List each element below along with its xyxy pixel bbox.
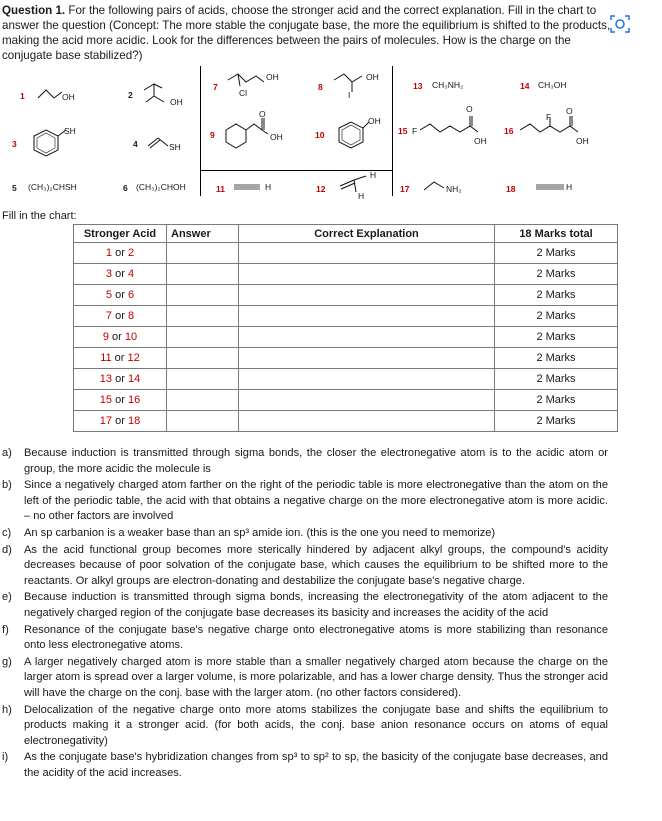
table-row (74, 411, 618, 432)
explanation-cell[interactable] (239, 390, 495, 411)
explanation-item: a) Because induction is transmitted through sigma bonds, the closer the electronegative atom is to the acidic atom or group, the more acidic the molecule is (2, 447, 608, 475)
marks-cell: 2 Marks (495, 264, 618, 285)
molecule-number: 13 (413, 81, 423, 91)
molecule-number: 14 (520, 81, 530, 91)
molecule-number: 12 (316, 184, 326, 194)
molecule-number: 15 (398, 126, 408, 136)
answer-cell[interactable] (167, 390, 239, 411)
divider (200, 170, 392, 171)
molecule-label: OH (170, 97, 183, 107)
molecule-label: OH (270, 132, 283, 142)
molecule-number: 10 (315, 130, 325, 140)
question-text (2, 3, 614, 63)
molecule-1 (36, 84, 86, 104)
pair-cell: 11 or 12 (74, 348, 167, 369)
answer-chart (73, 224, 618, 432)
explanation-item: i) As the conjugate base's hybridization changes from sp³ to sp² to sp, the basicity of the conjugate base decreases, and the acidity of the acid increases. (2, 751, 608, 779)
pair-cell: 1 or 2 (74, 243, 167, 264)
molecule-9 (222, 108, 282, 148)
table-row (74, 285, 618, 306)
explanation-item: b) Since a negatively charged atom farther on the right of the periodic table is more electronegative than the atom on the left of the periodic table, the acid with that obtains a negative charge on the more electronegative atom is more acidic. – no other factors are involved (2, 479, 608, 523)
explanation-item: h) Delocalization of the negative charge onto more atoms stabilizes the conjugate base and shifts the equilibrium to products making it a stronger acid. (for both acids, the conj. base anion resonance occurs on atoms of equal electronegativity) (2, 703, 608, 747)
question-label: Question 1. (2, 4, 66, 17)
molecule-sub-label: O (566, 106, 573, 116)
table-row (74, 243, 618, 264)
question-body: For the following pairs of acids, choose the stronger acid and the correct explanation. Fill in the chart to answer the question (Concept: The more stable the conjugate base, the more the equilibrium is shifted to the products, making the acid more acidic. Look for the differences between the pairs of molecules. How is the charge on the conjugate base stabilized?) (2, 4, 611, 62)
marks-cell: 2 Marks (495, 369, 618, 390)
answer-cell[interactable] (167, 369, 239, 390)
explanation-item: f) Resonance of the conjugate base's negative charge onto electronegative atoms is more stabilizing than resonance onto less electronegative atoms. (2, 623, 608, 652)
molecule-18 (534, 183, 568, 191)
molecule-prefix: F (546, 112, 552, 122)
marks-cell: 2 Marks (495, 243, 618, 264)
molecule-12 (338, 174, 374, 198)
table-header-row (74, 225, 618, 243)
header-answer: Answer (167, 225, 239, 243)
answer-cell[interactable] (167, 327, 239, 348)
molecule-label: H (566, 182, 573, 192)
marks-cell: 2 Marks (495, 390, 618, 411)
header-stronger-acid: Stronger Acid (74, 225, 167, 243)
molecule-15 (418, 114, 482, 142)
answer-cell[interactable] (167, 285, 239, 306)
molecule-number: 6 (123, 183, 128, 193)
marks-cell: 2 Marks (495, 285, 618, 306)
molecule-label: (CH₃)₂CHOH (136, 182, 186, 192)
explanation-list (2, 446, 608, 782)
molecule-number: 8 (318, 82, 323, 92)
divider (392, 66, 393, 196)
explanation-item: d) As the acid functional group becomes more sterically hindered by adjacent alkyl groups, the compound's acidity decreases because of poor solvation of the conjugate base, which causes the equilibrium to be shifted more to the reactants. Or alkyl groups are electron-donating and destabilize the conjugate base's negative charge. (2, 543, 608, 587)
divider (200, 66, 201, 196)
molecule-label: CH₃OH (538, 80, 567, 90)
table-row (74, 390, 618, 411)
explanation-cell[interactable] (239, 327, 495, 348)
molecule-number: 11 (216, 184, 225, 194)
molecule-label: H (370, 170, 377, 180)
molecule-number: 9 (210, 130, 215, 140)
explanation-cell[interactable] (239, 411, 495, 432)
pair-cell: 17 or 18 (74, 411, 167, 432)
answer-cell[interactable] (167, 243, 239, 264)
molecule-sub-label: O (259, 109, 266, 119)
molecule-label: SH (64, 126, 76, 136)
molecule-prefix: F (412, 126, 418, 136)
molecule-number: 3 (12, 139, 17, 149)
molecule-label: OH (366, 72, 379, 82)
marks-cell: 2 Marks (495, 306, 618, 327)
molecule-panel (0, 66, 662, 201)
molecule-number: 1 (20, 91, 25, 101)
marks-cell: 2 Marks (495, 411, 618, 432)
molecule-label: SH (169, 142, 181, 152)
pair-cell: 9 or 10 (74, 327, 167, 348)
answer-cell[interactable] (167, 264, 239, 285)
table-row (74, 306, 618, 327)
answer-cell[interactable] (167, 411, 239, 432)
pair-cell: 5 or 6 (74, 285, 167, 306)
pair-cell: 15 or 16 (74, 390, 167, 411)
marks-cell: 2 Marks (495, 327, 618, 348)
molecule-number: 7 (213, 82, 218, 92)
molecule-label: (CH₃)₂CHSH (28, 182, 77, 192)
pair-cell: 7 or 8 (74, 306, 167, 327)
molecule-number: 4 (133, 139, 138, 149)
molecule-label: CH₃NH₂ (432, 80, 464, 90)
molecule-number: 18 (506, 184, 516, 194)
explanation-cell[interactable] (239, 243, 495, 264)
molecule-number: 2 (128, 90, 133, 100)
table-row (74, 348, 618, 369)
pair-cell: 3 or 4 (74, 264, 167, 285)
explanation-cell[interactable] (239, 369, 495, 390)
explanation-cell[interactable] (239, 306, 495, 327)
molecule-sub-label: I (348, 90, 351, 100)
explanation-item: e) Because induction is transmitted through sigma bonds, increasing the electronegativity of the atom adjacent to the negatively charged region of the conjugate base decreases its basicity and increases the acidity of the acid (2, 591, 608, 619)
molecule-11 (232, 183, 264, 191)
benzene-ring-icon (26, 128, 66, 160)
molecule-number: 16 (504, 126, 514, 136)
fill-label: Fill in the chart: (2, 210, 77, 222)
molecule-label: H (265, 182, 272, 192)
table-row (74, 264, 618, 285)
explanation-cell[interactable] (239, 285, 495, 306)
pair-cell: 13 or 14 (74, 369, 167, 390)
molecule-label: OH (62, 92, 75, 102)
explanation-cell[interactable] (239, 348, 495, 369)
molecule-label: NH₂ (446, 184, 462, 194)
molecule-sub-label: Cl (239, 88, 248, 98)
table-row (74, 327, 618, 348)
answer-cell[interactable] (167, 306, 239, 327)
explanation-cell[interactable] (239, 264, 495, 285)
explanation-item: g) A larger negatively charged atom is more stable than a smaller negatively charged atom because the charge on the larger atom is spread over a larger volume, is more polarizable, and has a lower charge density. Thus the stronger acid will have the charge on the conj. base with the larger atom. (no other factors considered). (2, 655, 608, 699)
molecule-number: 5 (12, 183, 17, 193)
header-marks: 18 Marks total (495, 225, 618, 243)
molecule-label: OH (474, 136, 487, 146)
molecule-label: OH (368, 116, 381, 126)
molecule-number: 17 (400, 184, 410, 194)
table-row (74, 369, 618, 390)
molecule-label: OH (266, 72, 279, 82)
lens-icon[interactable] (610, 14, 630, 34)
answer-cell[interactable] (167, 348, 239, 369)
marks-cell: 2 Marks (495, 348, 618, 369)
molecule-sub-label: H (358, 191, 365, 201)
explanation-item: c) An sp carbanion is a weaker base than an sp³ amide ion. (this is the one you need to memorize) (2, 526, 496, 539)
molecule-label: OH (576, 136, 589, 146)
molecule-sub-label: O (466, 104, 473, 114)
header-explanation: Correct Explanation (239, 225, 495, 243)
